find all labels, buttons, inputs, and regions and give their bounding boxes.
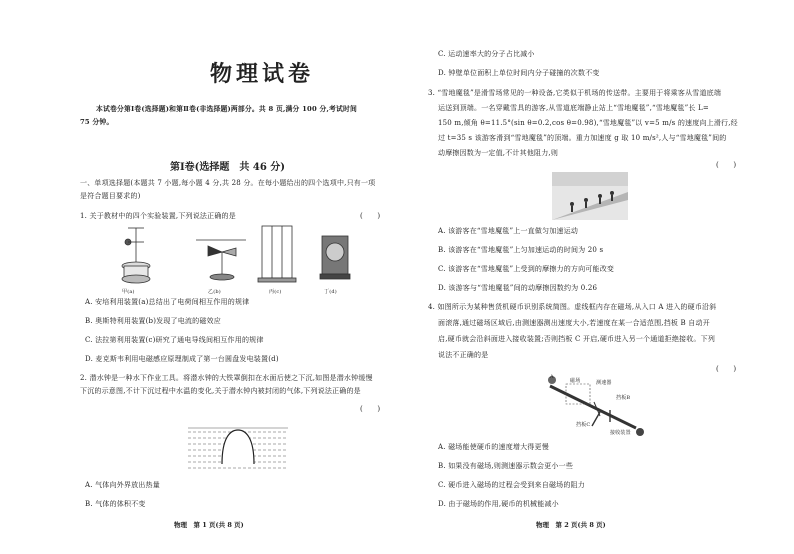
q4-line-3: 启,硬币就会沿斜面进入接收装置;否则挡板 C 开启,硬币进入另一个通道拒绝接收。下列: [438, 335, 716, 343]
q1-stem: 1. 关于教材中的四个实验装置,下列说法正确的是: [80, 212, 236, 220]
q4-option-c: C. 硬币进入磁场的过程会受到来自磁场的阻力: [438, 481, 585, 489]
page-1-footer: 物理 第 1 页(共 8 页): [174, 521, 244, 529]
q3-option-b: B. 该游客在“雪地魔毯”上匀加速运动的时间为 20 s: [438, 246, 604, 254]
q4-answer-paren: ( ): [716, 365, 737, 373]
q1-fig-label-b: 乙(b): [208, 289, 221, 295]
page-1: [70, 0, 396, 554]
gate-c-icon: [592, 412, 600, 426]
q3-answer-paren: ( ): [716, 161, 737, 169]
q3-option-d: D. 该游客与“雪地魔毯”间的动摩擦因数约为 0.26: [438, 284, 598, 292]
q2-option-d: D. 钟壁单位面积上单位时间内分子碰撞的次数不变: [438, 69, 600, 77]
q4-label-gate-c: 挡板C: [576, 422, 591, 428]
q3-snow-carpet-photo: [552, 172, 628, 220]
page-2: [420, 0, 750, 554]
q1-fig-label-d: 丁(d): [324, 289, 337, 295]
q3-option-a: A. 该游客在“雪地魔毯”上一直做匀加速运动: [438, 227, 579, 235]
q2-option-a: A. 气体向外界放出热量: [85, 481, 160, 489]
q3-option-c: C. 该游客在“雪地魔毯”上受到的摩擦力的方向可能改变: [438, 265, 615, 273]
q4-option-d: D. 由于磁场的作用,硬币的机械能减小: [438, 500, 559, 508]
q4-label-a: A: [550, 374, 554, 380]
q3-line-3: 150 m,倾角 θ=11.5°(sin θ=0.2,cos θ=0.98),“雪地魔毯”以 v=5 m/s 的速度向上滑行,经: [438, 119, 738, 127]
q3-line-5: 动摩擦因数为一定值,不计其他阻力,则: [438, 149, 559, 157]
q1-apparatus-figure: [100, 222, 380, 290]
paper-title: 物理试卷: [210, 62, 315, 87]
q4-label-speed: 测速器: [596, 380, 612, 386]
q4-line-2: 面滚落,通过磁场区域后,由测速器测出速度大小,若速度在某一合适范围,挡板 B 自动开: [438, 319, 710, 327]
q2-stem-line-2: 下沉的示意图,不计下沉过程中水温的变化,关于潜水钟内被封闭的气体,下列说法正确的是: [80, 387, 361, 395]
apparatus-d-icon: [320, 236, 350, 279]
q1-fig-label-c: 丙(c): [269, 289, 282, 295]
mc-heading-line-1: 一、单项选择题(本题共 7 小题,每小题 4 分,共 28 分。在每小题给出的四个选项中,只有一项: [80, 179, 376, 187]
q4-option-b: B. 如果没有磁场,则测速器示数会更小一些: [438, 462, 574, 470]
q2-option-b: B. 气体的体积不变: [85, 500, 146, 508]
page-2-footer: 物理 第 2 页(共 8 页): [536, 521, 606, 529]
apparatus-c-icon: [258, 226, 296, 282]
q2-option-c: C. 运动速率大的分子占比减小: [438, 50, 535, 58]
q3-line-2: 运送到顶端。一名穿戴雪具的游客,从雪道底端静止站上“雪地魔毯”,“雪地魔毯”长 L=: [438, 104, 709, 112]
q4-label-receiver: 接收装置: [610, 430, 631, 436]
intro-line-2: 75 分钟。: [80, 118, 114, 126]
q4-label-gate-b: 挡板B: [616, 395, 631, 401]
q1-option-c: C. 法拉第利用装置(c)研究了通电导线间相互作用的规律: [85, 336, 264, 344]
q1-fig-label-a: 甲(a): [122, 289, 135, 295]
apparatus-a-icon: [122, 228, 150, 283]
q3-line-4: 过 t=35 s 该游客滑到“雪地魔毯”的顶端。重力加速度 g 取 10 m/s²,人与“雪地魔毯”间的: [438, 134, 727, 142]
q2-diving-bell-figure: [186, 424, 290, 470]
q4-coin-system-figure: [540, 372, 650, 438]
q4-line-1: 4. 如图所示为某种售货机硬币识别系统简图。虚线框内存在磁场,从入口 A 进入的硬币沿斜: [428, 303, 717, 311]
q4-option-a: A. 磁场能使硬币的速度增大得更慢: [438, 443, 549, 451]
q3-line-1: 3. “雪地魔毯”是滑雪场常见的一种设备,它类似于机场的传送带。主要用于将乘客从雪道底端: [428, 89, 722, 97]
apparatus-b-icon: [196, 240, 246, 280]
q2-stem-line-1: 2. 潜水钟是一种水下作业工具。将潜水钟的大铁罩倒扣在水面后使之下沉,如图是潜水钟缓慢: [80, 374, 373, 382]
diving-bell-icon: [222, 430, 254, 464]
q4-label-field: 磁场: [570, 378, 581, 384]
section-title: 第Ⅰ卷(选择题 共 46 分): [170, 162, 286, 173]
q2-answer-paren: ( ): [360, 405, 381, 413]
q1-answer-paren: ( ): [360, 212, 381, 220]
q1-option-b: B. 奥斯特利用装置(b)发现了电流的磁效应: [85, 317, 221, 325]
intro-line-1: 本试卷分第Ⅰ卷(选择题)和第Ⅱ卷(非选择题)两部分。共 8 页,满分 100 分,考试时间: [96, 105, 357, 113]
mc-heading-line-2: 是符合题目要求的): [80, 192, 141, 200]
q1-option-d: D. 麦克斯韦利用电磁感应原理制成了第一台圆盘发电装置(d): [85, 355, 279, 363]
q1-option-a: A. 安培利用装置(a)总结出了电荷间相互作用的规律: [85, 298, 250, 306]
receiver-icon: [636, 428, 644, 436]
q4-line-4: 说法不正确的是: [438, 351, 489, 359]
